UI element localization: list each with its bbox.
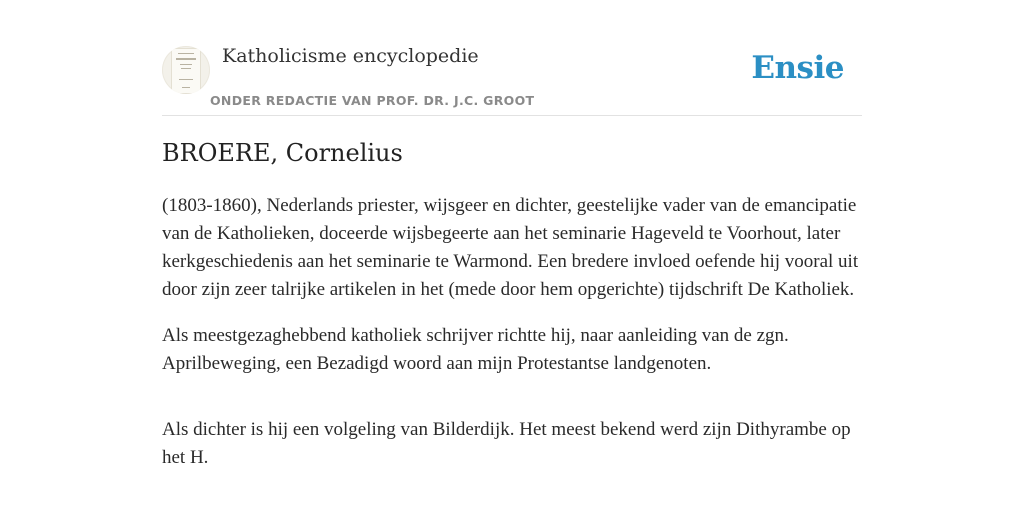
article-paragraph: (1803-1860), Nederlands priester, wijsgeer en dichter, geestelijke vader van de emancipatie van de Katholieken, doceerde wijsbegeerte aan het seminarie Hageveld te Voorhout, later kerkgeschiedenis aan het seminarie te Warmond. Een bredere invloed oefende hij vooral uit door zijn zeer talrijke artikelen in het (mede door hem opgerichte) tijdschrift De Katholiek.	[162, 195, 859, 300]
site-header	[162, 0, 862, 116]
editor-line: ONDER REDACTIE VAN PROF. DR. J.C. GROOT	[210, 93, 535, 108]
article-body	[162, 192, 862, 490]
article-title: BROERE, Cornelius	[162, 139, 403, 167]
encyclopedia-title-link[interactable]: Katholicisme encyclopedie	[222, 45, 479, 67]
ensie-logo[interactable]: Ensie	[751, 50, 844, 86]
book-cover-page	[171, 48, 201, 94]
article-paragraph: Als dichter is hij een volgeling van Bilderdijk. Het meest bekend werd zijn Dithyrambe op het H.	[162, 419, 851, 468]
article-paragraph: Als meestgezaghebbend katholiek schrijver richtte hij, naar aanleiding van de zgn. Aprilbeweging, een Bezadigd woord aan mijn Protestantse landgenoten.	[162, 325, 789, 374]
book-cover-icon[interactable]	[162, 46, 210, 94]
